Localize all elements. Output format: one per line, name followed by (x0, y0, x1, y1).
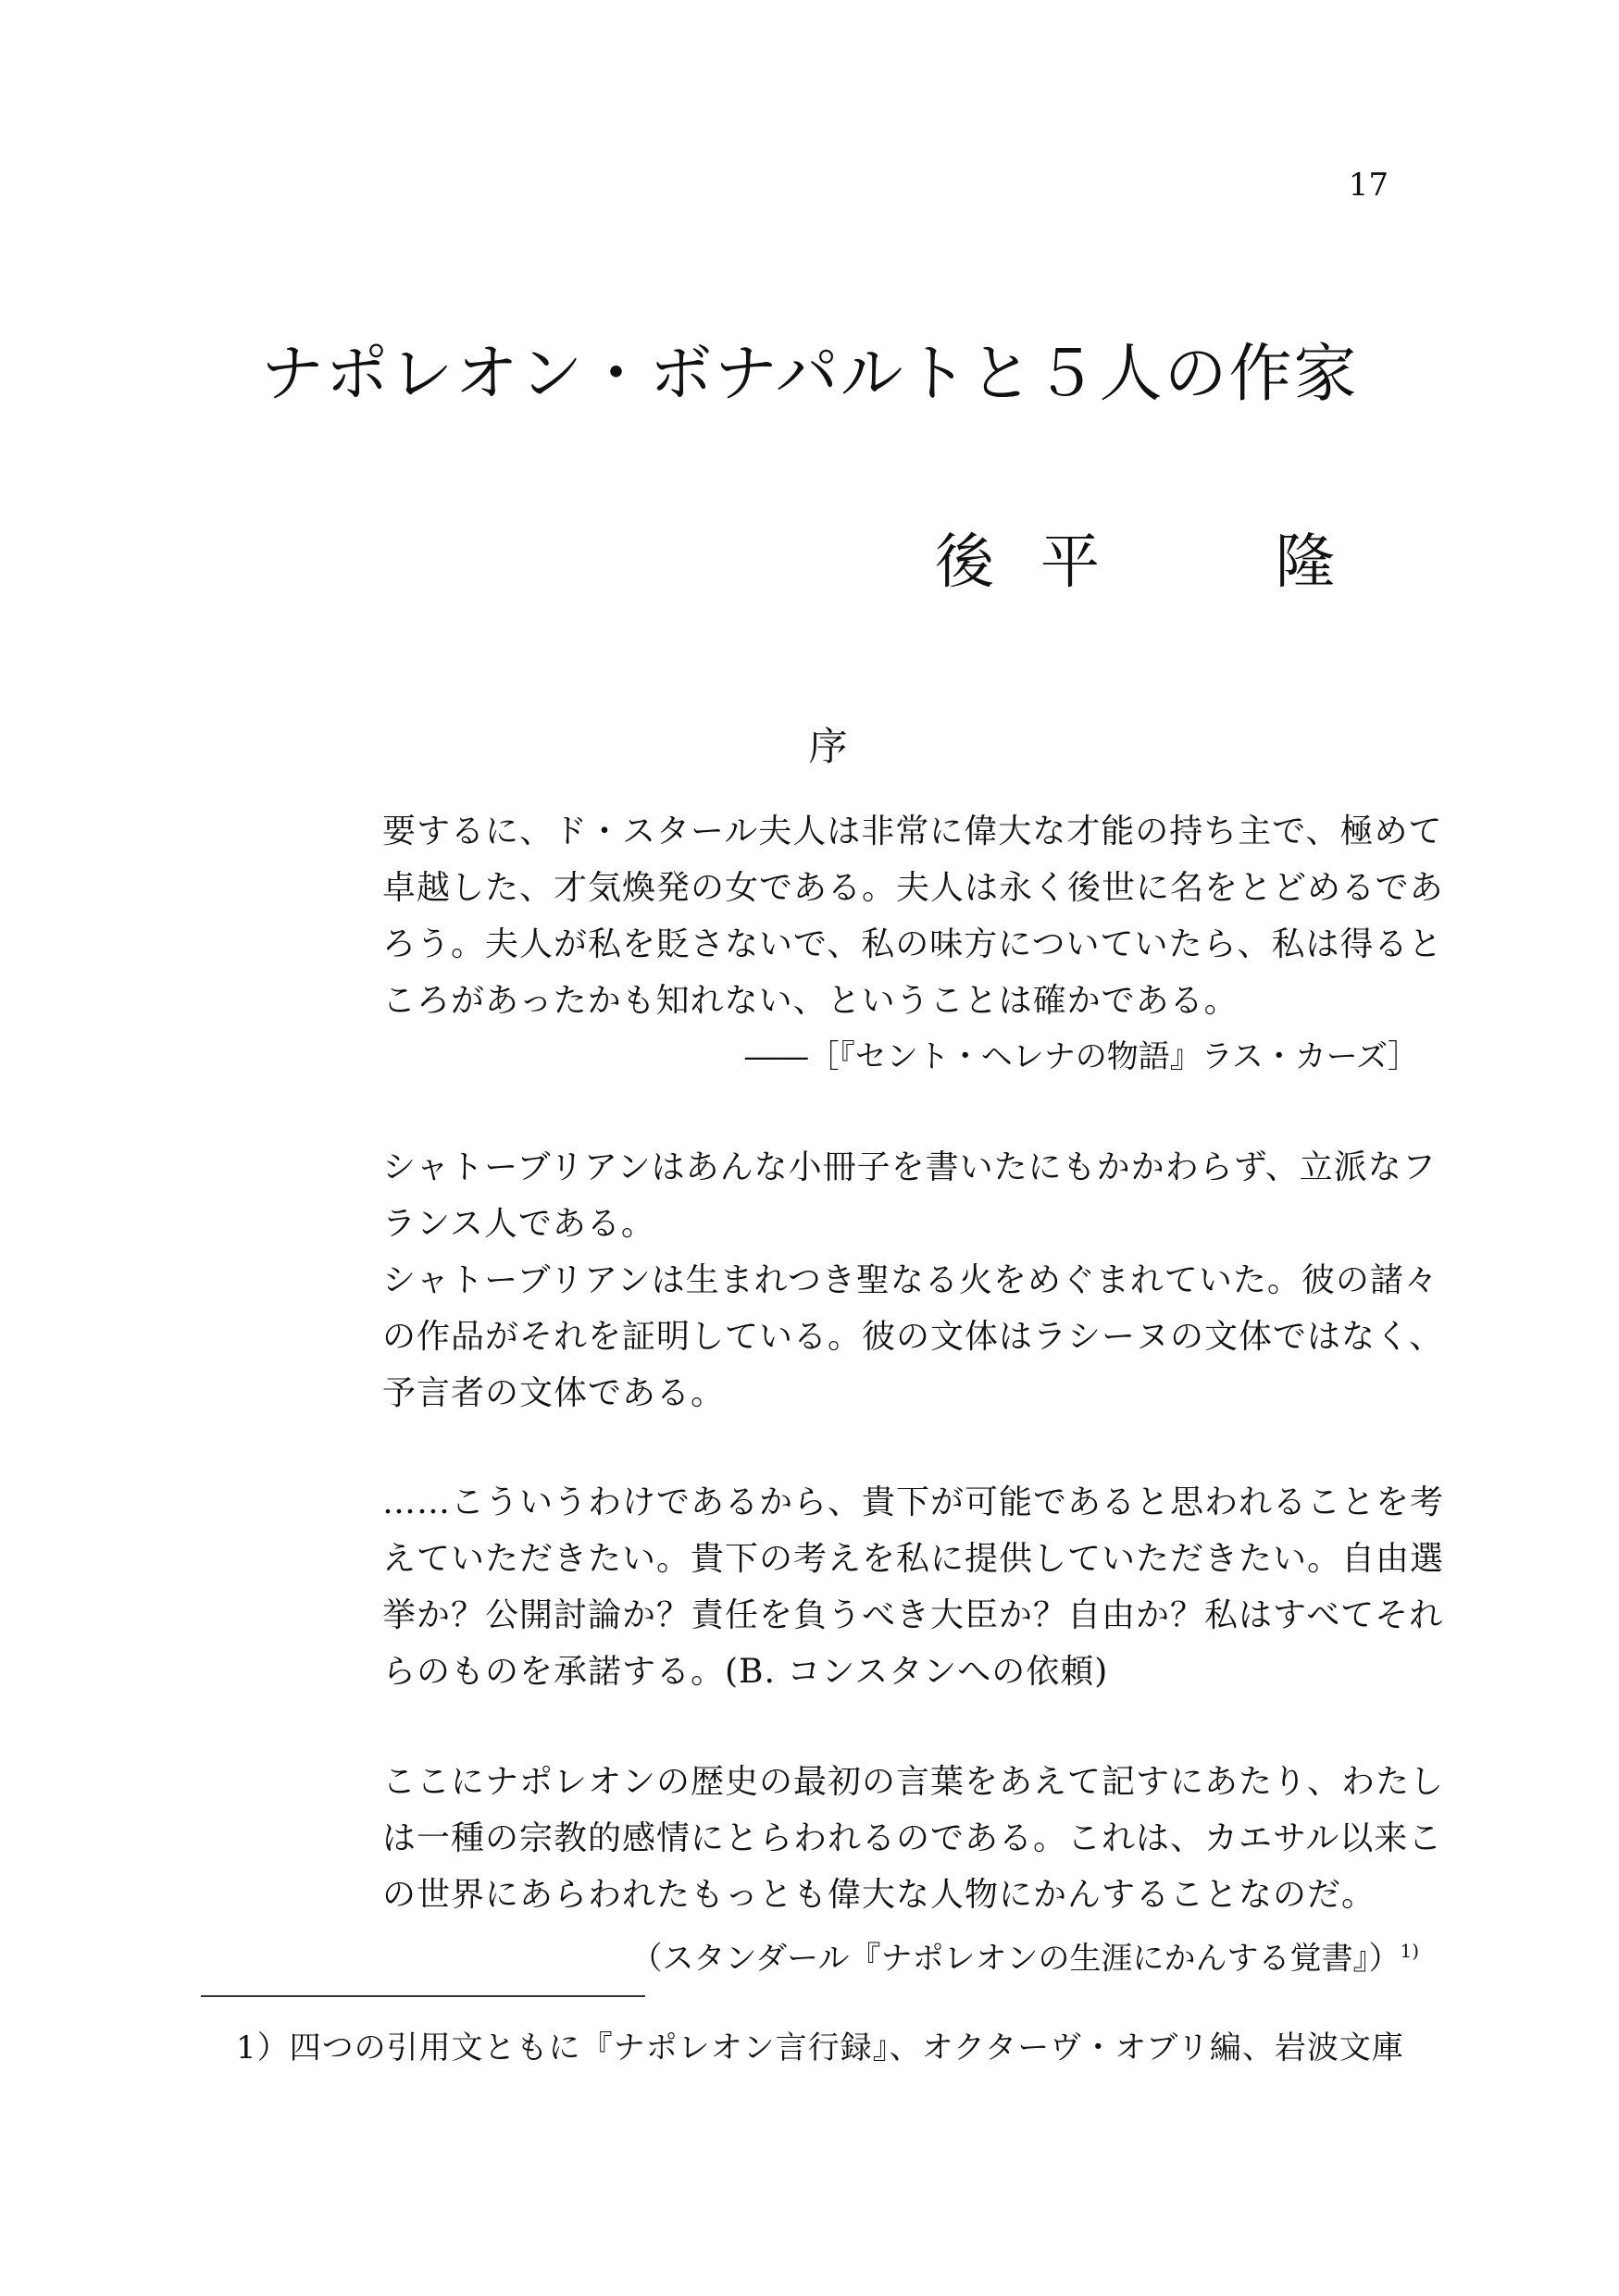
page-title: ナポレオン・ボナパルトと５人の作家 (260, 338, 1359, 411)
quote-line: 予言者の文体である。 (382, 1374, 726, 1412)
section-heading: 序 (808, 724, 848, 769)
footnote-marker: 1) (1400, 1940, 1419, 1962)
quote-line: シャトーブリアンはあんな小冊子を書いたにもかかわらず、立派なフ (382, 1148, 1437, 1186)
footnote-separator (201, 1995, 645, 1997)
author-name (935, 515, 1335, 600)
quote-line: ろう。夫人が私を貶さないで、私の味方についていたら、私は得ると (382, 925, 1443, 963)
quote-block-4 (382, 1754, 1445, 1980)
quote-line: は一種の宗教的感情にとらわれるのである。これは、カエサル以来こ (382, 1819, 1443, 1857)
quote-attribution-text: （スタンダール『ナポレオンの生涯にかんする覚書』） (630, 1940, 1401, 1978)
author-name-part3: 隆 (1276, 528, 1335, 597)
page-number: 17 (1348, 167, 1389, 204)
quote-line: ランス人である。 (382, 1205, 655, 1243)
author-name-part1: 後 (935, 528, 994, 597)
quote-line: ……こういうわけであるから、貴下が可能であると思われることを考 (382, 1483, 1445, 1521)
quote-line: の世界にあらわれたもっとも偉大な人物にかんすることなのだ。 (382, 1876, 1376, 1914)
quote-block-2 (382, 1139, 1444, 1421)
footnote: 1）四つの引用文ともに『ナポレオン言行録』、オクターヴ・オブリ編、岩波文庫 (236, 2029, 1404, 2066)
quote-line: 卓越した、才気煥発の女である。夫人は永く後世に名をとどめるであ (382, 869, 1444, 907)
quote-line: ここにナポレオンの歴史の最初の言葉をあえて記すにあたり、わたし (382, 1763, 1445, 1801)
quote-line: 要するに、ド・スタール夫人は非常に偉大な才能の持ち主で、極めて (382, 813, 1443, 850)
quote-line: えていただきたい。貴下の考えを私に提供していただきたい。自由選 (382, 1540, 1445, 1578)
quote-line: シャトーブリアンは生まれつき聖なる火をめぐまれていた。彼の諸々 (382, 1261, 1438, 1299)
quote-attribution (382, 1923, 1419, 1980)
author-name-part2: 平 (1040, 528, 1100, 597)
quote-line: 挙か？公開討論か？責任を負うべき大臣か？自由か？私はすべてそれ (382, 1596, 1444, 1634)
quote-block-1 (382, 803, 1444, 1086)
quote-line: の作品がそれを証明している。彼の文体はラシーヌの文体ではなく、 (382, 1318, 1444, 1356)
quote-line: らのものを承諾する。(B. コンスタンへの依頼) (382, 1653, 1109, 1691)
quote-attribution: ――［『セント・ヘレナの物語』ラス・カーズ］ (744, 1038, 1419, 1075)
quote-line: ころがあったかも知れない、ということは確かである。 (382, 982, 1239, 1020)
quote-block-3 (382, 1474, 1445, 1700)
